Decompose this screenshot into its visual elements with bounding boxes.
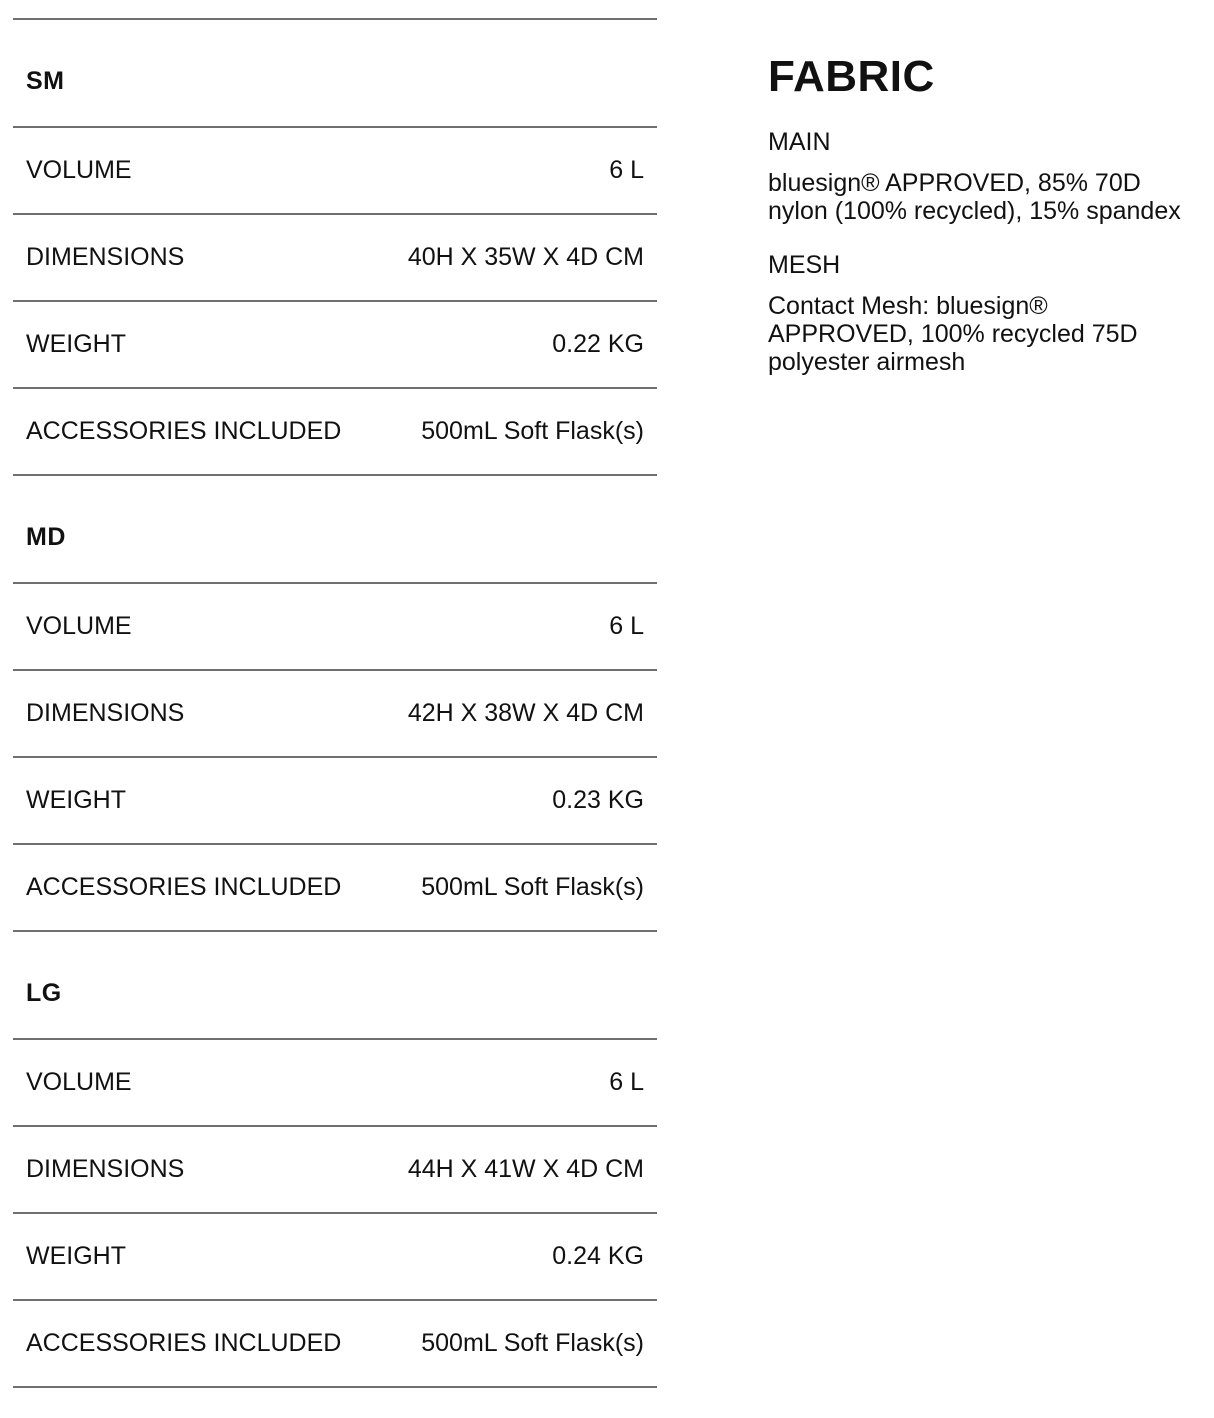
size-group-lg [13,932,657,1388]
fabric-mesh-label: MESH [768,251,841,279]
spec-row-volume [13,128,657,215]
spec-value: 6 L [609,1068,644,1096]
spec-row-accessories [13,1301,657,1388]
fabric-title: FABRIC [768,52,935,101]
spec-row-dimensions [13,1127,657,1214]
size-group-sm [13,20,657,476]
spec-value: 0.23 KG [552,786,644,814]
spec-label: DIMENSIONS [26,243,185,271]
spec-row-weight [13,758,657,845]
spec-row-weight [13,1214,657,1301]
spec-row-volume [13,584,657,671]
fabric-mesh-text: Contact Mesh: bluesign® APPROVED, 100% recycled 75D polyester airmesh [768,292,1138,376]
size-title: LG [26,978,62,1007]
spec-value: 500mL Soft Flask(s) [421,1329,644,1357]
size-header [13,476,657,584]
spec-label: VOLUME [26,612,132,640]
spec-row-dimensions [13,215,657,302]
spec-label: DIMENSIONS [26,1155,185,1183]
spec-row-weight [13,302,657,389]
spec-value: 6 L [609,612,644,640]
spec-row-accessories [13,845,657,932]
spec-label: VOLUME [26,1068,132,1096]
fabric-panel [768,52,1188,402]
spec-label: ACCESSORIES INCLUDED [26,417,342,445]
spec-value: 6 L [609,156,644,184]
spec-label: WEIGHT [26,786,126,814]
size-specs-table [13,18,657,1388]
spec-value: 500mL Soft Flask(s) [421,417,644,445]
spec-label: ACCESSORIES INCLUDED [26,1329,342,1357]
spec-label: WEIGHT [26,330,126,358]
fabric-main-label: MAIN [768,128,831,156]
spec-value: 0.22 KG [552,330,644,358]
spec-value: 500mL Soft Flask(s) [421,873,644,901]
spec-value: 0.24 KG [552,1242,644,1270]
spec-value: 44H X 41W X 4D CM [407,1155,644,1183]
spec-label: DIMENSIONS [26,699,185,727]
spec-row-volume [13,1040,657,1127]
size-title: MD [26,522,66,551]
spec-label: WEIGHT [26,1242,126,1270]
size-group-md [13,476,657,932]
spec-row-dimensions [13,671,657,758]
spec-row-accessories [13,389,657,476]
spec-label: ACCESSORIES INCLUDED [26,873,342,901]
spec-value: 42H X 38W X 4D CM [407,699,644,727]
size-header [13,20,657,128]
size-header [13,932,657,1040]
spec-value: 40H X 35W X 4D CM [407,243,644,271]
fabric-main-text: bluesign® APPROVED, 85% 70D nylon (100% recycled), 15% spandex [768,169,1181,225]
size-title: SM [26,66,65,95]
spec-label: VOLUME [26,156,132,184]
